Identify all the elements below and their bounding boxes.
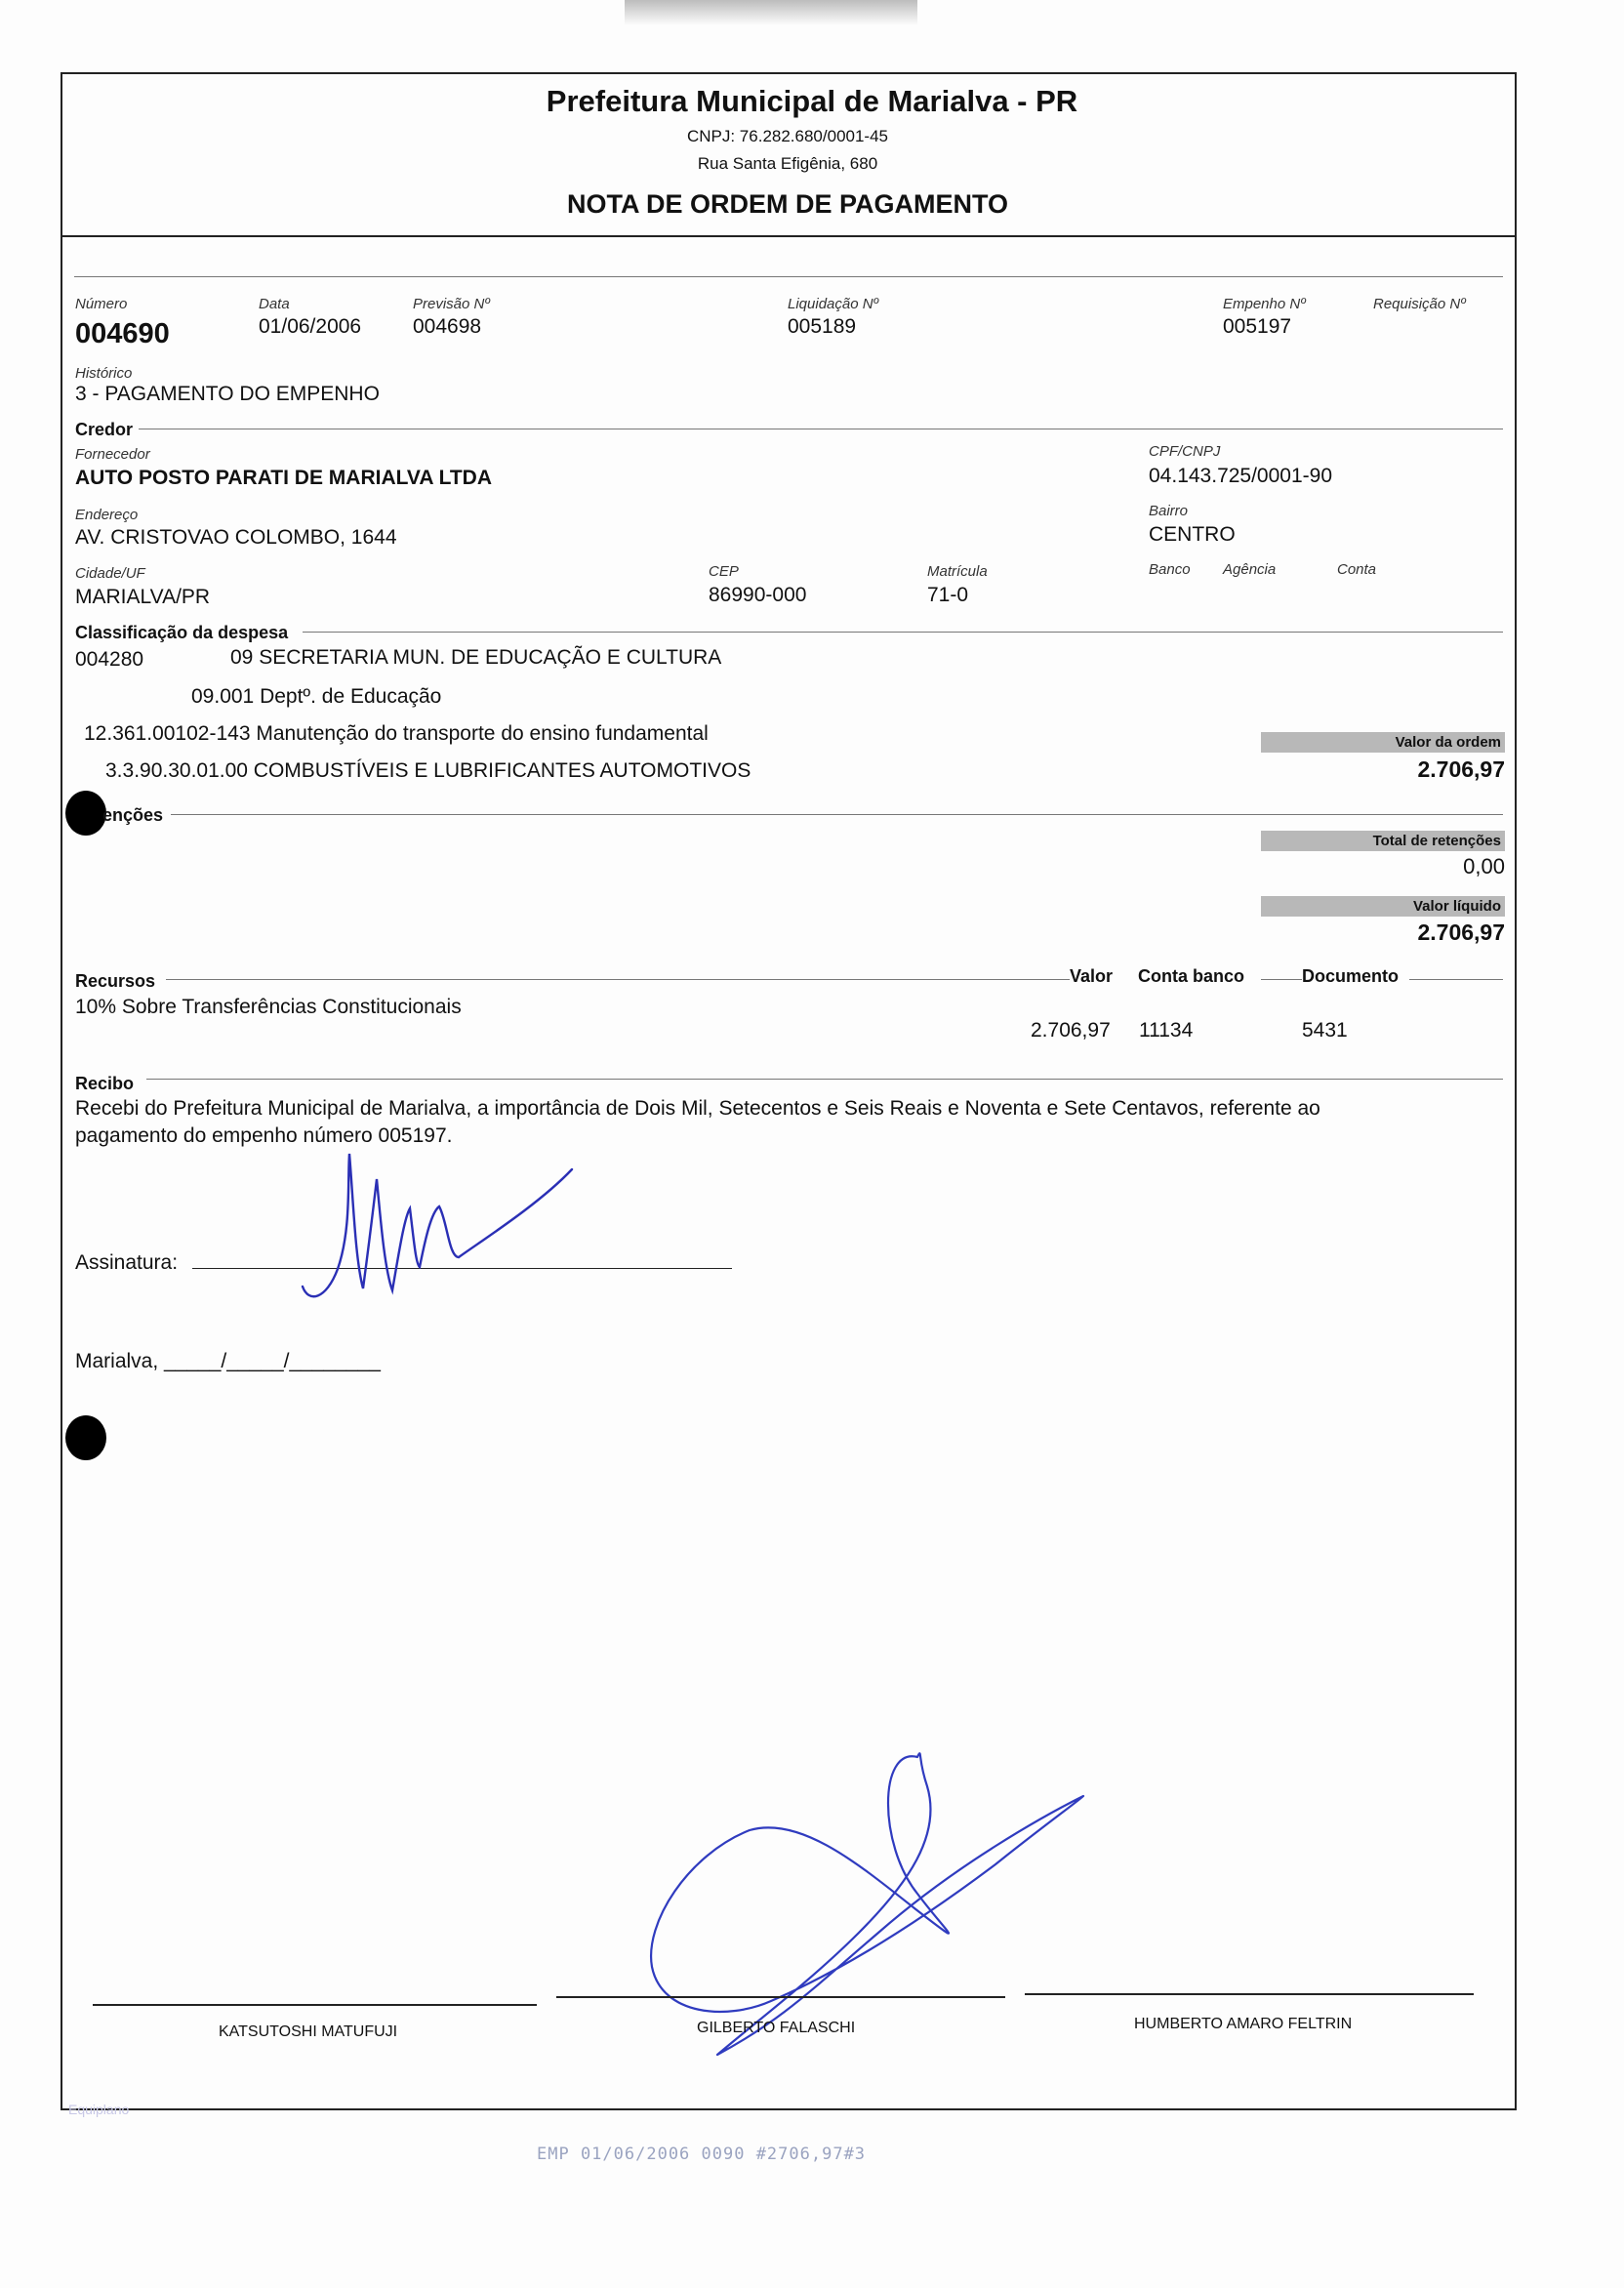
header-divider	[61, 235, 1517, 237]
recursos-conta-banco-label: Conta banco	[1138, 966, 1250, 987]
punch-hole	[65, 1415, 106, 1460]
endereco-value: AV. CRISTOVAO COLOMBO, 1644	[75, 526, 397, 549]
valor-ordem-value: 2.706,97	[1417, 756, 1505, 782]
cep-value: 86990-000	[709, 584, 807, 606]
total-retencoes-value: 0,00	[1463, 854, 1505, 878]
info-divider	[74, 276, 1503, 277]
recursos-section: Recursos	[75, 971, 161, 992]
signature-line-3	[1025, 1993, 1474, 1995]
matricula-label: Matrícula	[927, 563, 988, 580]
conta-label: Conta	[1337, 561, 1377, 578]
cpf-value: 04.143.725/0001-90	[1149, 465, 1333, 487]
retencoes-section: enções	[102, 805, 164, 825]
classificacao-section: Classificação da despesa	[75, 623, 294, 643]
bairro-label: Bairro	[1149, 503, 1189, 519]
total-retencoes-label: Total de retenções	[1261, 831, 1505, 851]
requisicao-label: Requisição Nº	[1373, 296, 1466, 312]
header-cnpj: CNPJ: 76.282.680/0001-45	[686, 127, 889, 145]
assinatura-label: Assinatura:	[75, 1251, 179, 1274]
recursos-divider-mid	[1261, 979, 1302, 980]
signatory-2: GILBERTO FALASCHI	[697, 2020, 856, 2036]
recibo-text-line2: pagamento do empenho número 005197.	[75, 1124, 453, 1147]
classificacao-code: 004280	[75, 648, 144, 671]
historico-value: 3 - PAGAMENTO DO EMPENHO	[75, 383, 380, 405]
banco-label: Banco	[1149, 561, 1191, 578]
recibo-divider	[146, 1079, 1503, 1080]
signature-line-2	[556, 1996, 1005, 1998]
empenho-label: Empenho Nº	[1223, 296, 1306, 312]
recursos-valor: 2.706,97	[1031, 1019, 1111, 1042]
signatory-1: KATSUTOSHI MATUFUJI	[219, 2023, 398, 2040]
retencoes-divider	[171, 814, 1503, 815]
matricula-value: 71-0	[927, 584, 969, 606]
cidade-value: MARIALVA/PR	[75, 586, 211, 608]
recibo-section: Recibo	[75, 1074, 140, 1094]
scan-artifact	[625, 0, 917, 25]
liquidacao-label: Liquidação Nº	[788, 296, 879, 312]
endereco-label: Endereço	[75, 507, 139, 523]
data-label: Data	[259, 296, 290, 312]
fornecedor-label: Fornecedor	[75, 446, 150, 463]
recursos-divider-right	[1409, 979, 1503, 980]
marialva-date: Marialva, _____/_____/________	[75, 1350, 381, 1372]
document-title: NOTA DE ORDEM DE PAGAMENTO	[566, 189, 1008, 219]
bank-stamp: EMP 01/06/2006 0090 #2706,97#3	[537, 2145, 867, 2164]
software-watermark: Equiplano	[68, 2102, 130, 2117]
header-address: Rua Santa Efigênia, 680	[697, 154, 878, 173]
classificacao-divider	[303, 632, 1503, 633]
elemento-value: 3.3.90.30.01.00 COMBUSTÍVEIS E LUBRIFICANTES AUTOMOTIVOS	[105, 759, 751, 782]
previsao-label: Previsão Nº	[413, 296, 490, 312]
fornecedor-value: AUTO POSTO PARATI DE MARIALVA LTDA	[75, 467, 492, 489]
recursos-valor-label: Valor	[1070, 966, 1118, 987]
recursos-divider-left	[166, 979, 1070, 980]
valor-ordem-label: Valor da ordem	[1261, 732, 1505, 753]
recursos-documento-label: Documento	[1302, 966, 1404, 987]
signature-line-1	[93, 2004, 537, 2006]
numero-label: Número	[75, 296, 128, 312]
historico-label: Histórico	[75, 365, 133, 382]
cidade-label: Cidade/UF	[75, 565, 145, 582]
valor-liquido-value: 2.706,97	[1417, 919, 1505, 945]
numero-value: 004690	[75, 318, 170, 349]
empenho-value: 005197	[1223, 315, 1292, 338]
previsao-value: 004698	[413, 315, 482, 338]
agencia-label: Agência	[1223, 561, 1277, 578]
recursos-documento: 5431	[1302, 1019, 1348, 1042]
programa-value: 12.361.00102-143 Manutenção do transporte do ensino fundamental	[84, 722, 709, 745]
valor-liquido-label: Valor líquido	[1261, 896, 1505, 917]
secretaria-value: 09 SECRETARIA MUN. DE EDUCAÇÃO E CULTURA	[230, 646, 722, 669]
recursos-conta-banco: 11134	[1139, 1019, 1194, 1042]
bairro-value: CENTRO	[1149, 523, 1236, 546]
recibo-text-line1: Recebi do Prefeitura Municipal de Marialva, a importância de Dois Mil, Setecentos e Seis Reais e Noventa e Sete Centavos, referente ao	[75, 1097, 1320, 1120]
cep-label: CEP	[709, 563, 739, 580]
signatory-3: HUMBERTO AMARO FELTRIN	[1134, 2016, 1353, 2032]
handwritten-signature-large	[634, 1728, 1093, 2069]
cpf-label: CPF/CNPJ	[1149, 443, 1221, 460]
data-value: 01/06/2006	[259, 315, 362, 338]
departamento-value: 09.001 Deptº. de Educação	[191, 685, 442, 708]
recursos-fonte: 10% Sobre Transferências Constitucionais	[75, 996, 462, 1018]
credor-section: Credor	[75, 420, 139, 440]
handwritten-signature	[283, 1142, 595, 1318]
page-title: Prefeitura Municipal de Marialva - PR	[546, 84, 1078, 118]
liquidacao-value: 005189	[788, 315, 857, 338]
punch-hole	[65, 791, 106, 836]
